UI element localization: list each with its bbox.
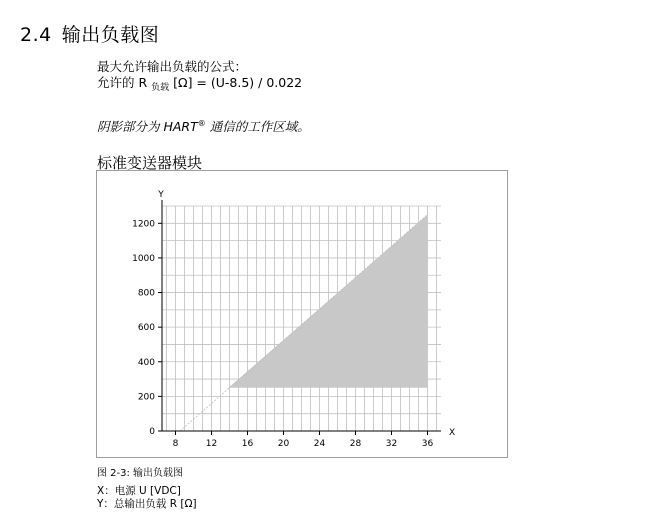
y-tick-label: 1000 [132,253,155,264]
hart-note-pre: 阴影部分为 HART [97,119,198,135]
x-tick-label: 32 [385,439,398,449]
x-tick-label: 8 [172,439,179,449]
y-tick-label: 0 [149,427,155,437]
figure-caption: 图 2-3: 输出负载图 [97,468,184,479]
y-axis-label: Y [158,190,164,200]
x-tick-label: 20 [277,439,290,449]
section-heading [20,20,159,47]
hart-note [97,116,310,135]
y-tick-label: 200 [137,392,155,403]
x-axis-label: X [449,428,456,438]
y-tick-label: 600 [137,323,155,334]
y-tick-label: 800 [137,288,155,299]
formula-expression: [Ω] = (U-8.5) / 0.022 [173,75,303,90]
chart-title: 标准变送器模块 [97,154,203,172]
formula-intro: 最大允许输出负载的公式： [97,59,248,74]
formula-subscript: 负载 [151,83,170,93]
x-tick-label: 36 [421,439,434,449]
x-tick-label: 24 [313,439,326,449]
y-tick-label: 400 [137,357,155,368]
x-tick-label: 28 [349,439,362,449]
section-title: 输出负载图 [61,24,160,46]
y-legend: Y：总输出负载 R [Ω] [97,498,197,510]
x-tick-label: 16 [241,439,254,449]
y-tick-label: 1200 [132,219,155,230]
hart-note-post: 通信的工作区域。 [205,119,310,135]
load-chart [96,170,508,458]
x-tick-label: 12 [205,439,218,449]
load-chart-svg [97,171,509,459]
section-number: 2.4 [20,24,52,46]
registered-mark: ® [197,119,206,128]
formula-line [97,75,302,96]
x-legend: X：电源 U [VDC] [97,485,181,497]
formula-prefix: 允许的 R [97,75,148,90]
